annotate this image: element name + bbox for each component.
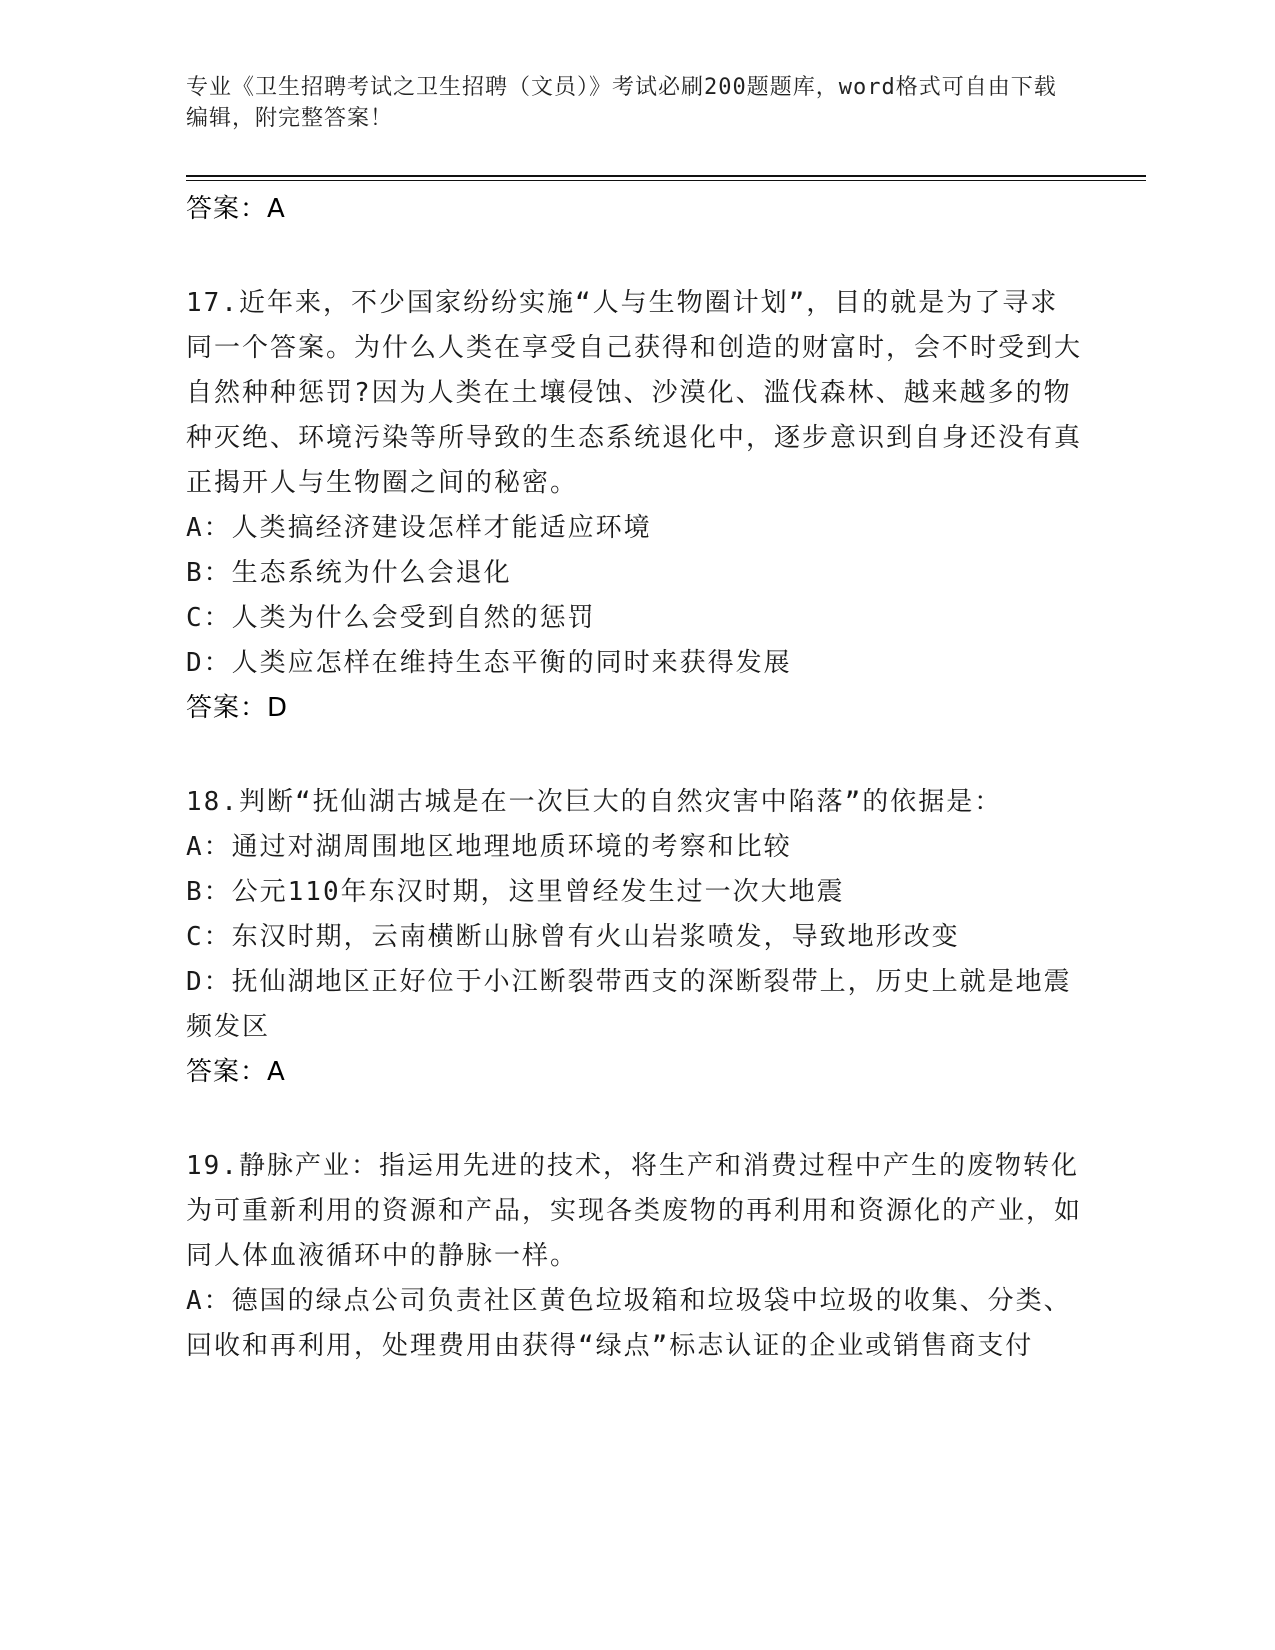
- question-17: [186, 281, 1086, 730]
- answer-line: 答案：A: [186, 194, 286, 224]
- option-c: C：人类为什么会受到自然的惩罚: [186, 603, 596, 633]
- option-a: A：通过对湖周围地区地理地质环境的考察和比较: [186, 832, 792, 862]
- option-a: A：德国的绿点公司负责社区黄色垃圾箱和垃圾袋中垃圾的收集、分类、回收和再利用，处理费用由获得“绿点”标志认证的企业或销售商支付: [186, 1286, 1072, 1361]
- option-b: B：公元110年东汉时期，这里曾经发生过一次大地震: [186, 877, 845, 907]
- question-stem: 18.判断“抚仙湖古城是在一次巨大的自然灾害中陷落”的依据是：: [186, 787, 1003, 817]
- header-rule-thick: [186, 175, 1146, 177]
- question-stem: 19.静脉产业：指运用先进的技术，将生产和消费过程中产生的废物转化为可重新利用的资源和产品，实现各类废物的再利用和资源化的产业，如同人体血液循环中的静脉一样。: [186, 1151, 1083, 1271]
- answer-line: 答案：A: [186, 1057, 286, 1087]
- header-rule-thin: [186, 180, 1146, 181]
- question-list: [186, 187, 1086, 1369]
- header-text: 专业《卫生招聘考试之卫生招聘（文员）》考试必刷200题题库，word格式可自由下载编辑，附完整答案！: [186, 75, 1057, 131]
- option-d: D：人类应怎样在维持生态平衡的同时来获得发展: [186, 648, 792, 678]
- question-stem: 17.近年来，不少国家纷纷实施“人与生物圈计划”，目的就是为了寻求同一个答案。为什么人类在享受自己获得和创造的财富时，会不时受到大自然种种惩罚?因为人类在土壤侵蚀、沙漠化、滥伐森林、越来越多的物种灭绝、环境污染等所导致的生态系统退化中，逐步意识到自身还没有真正揭开人与生物圈之间的秘密。: [186, 288, 1083, 498]
- option-c: C：东汉时期，云南横断山脉曾有火山岩浆喷发，导致地形改变: [186, 922, 960, 952]
- option-a: A：人类搞经济建设怎样才能适应环境: [186, 513, 652, 543]
- option-b: B：生态系统为什么会退化: [186, 558, 512, 588]
- question-18: [186, 780, 1086, 1094]
- document-header: [186, 72, 1066, 134]
- answer-line: 答案：D: [186, 693, 289, 723]
- option-d: D：抚仙湖地区正好位于小江断裂带西支的深断裂带上，历史上就是地震频发区: [186, 967, 1072, 1042]
- question-19: [186, 1144, 1086, 1369]
